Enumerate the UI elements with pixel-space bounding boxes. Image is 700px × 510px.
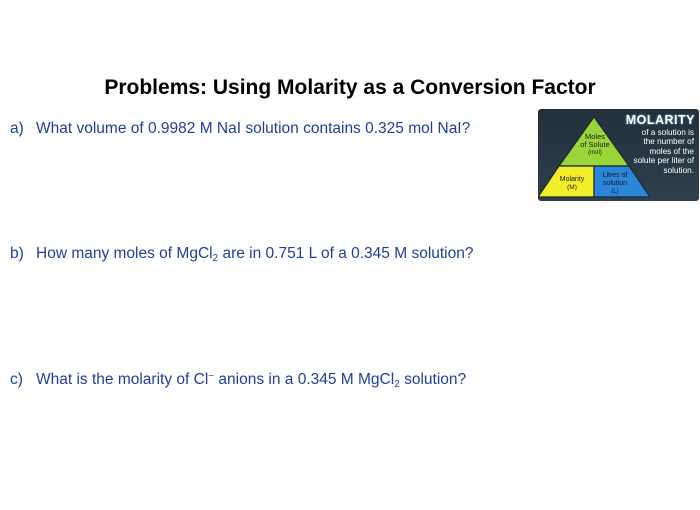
molarity-definition: of a solution is the number of moles of the solute per liter of solution.	[633, 128, 694, 175]
top-label-line1: Moles	[584, 132, 606, 141]
top-label-line2: of Solute	[580, 140, 610, 149]
question-c	[10, 371, 466, 390]
left-label-line1: Molarity	[559, 176, 585, 183]
question-a-letter: a)	[10, 120, 24, 137]
right-label-line2: solution	[602, 180, 628, 187]
question-a-text: What volume of 0.9982 M NaI solution contains 0.325 mol NaI?	[36, 120, 471, 137]
question-b-letter: b)	[10, 245, 24, 262]
question-c-text-start: What is the molarity of Cl	[36, 371, 209, 388]
molarity-triangle-graphic	[538, 109, 699, 201]
right-label-line3: (L)	[611, 189, 619, 195]
molarity-heading: MOLARITY	[625, 113, 695, 127]
question-b	[10, 245, 474, 264]
question-c-text-end: solution?	[399, 371, 467, 388]
question-c-letter: c)	[10, 371, 23, 388]
question-c-text-middle: anions in a 0.345 M MgCl	[214, 371, 395, 388]
top-label-line3: (mol)	[588, 150, 602, 156]
question-b-text-end: are in 0.751 L of a 0.345 M solution?	[218, 245, 474, 262]
page-title: Problems: Using Molarity as a Conversion Factor	[104, 76, 596, 99]
question-b-subscript: 2	[212, 253, 219, 264]
question-c-subscript: 2	[394, 379, 400, 390]
question-b-text-start: How many moles of MgCl	[36, 245, 213, 262]
question-c-superscript: −	[208, 371, 215, 382]
question-a	[10, 120, 470, 138]
left-label-line2: (M)	[567, 184, 577, 191]
right-label-line1: Litres of	[602, 172, 628, 179]
